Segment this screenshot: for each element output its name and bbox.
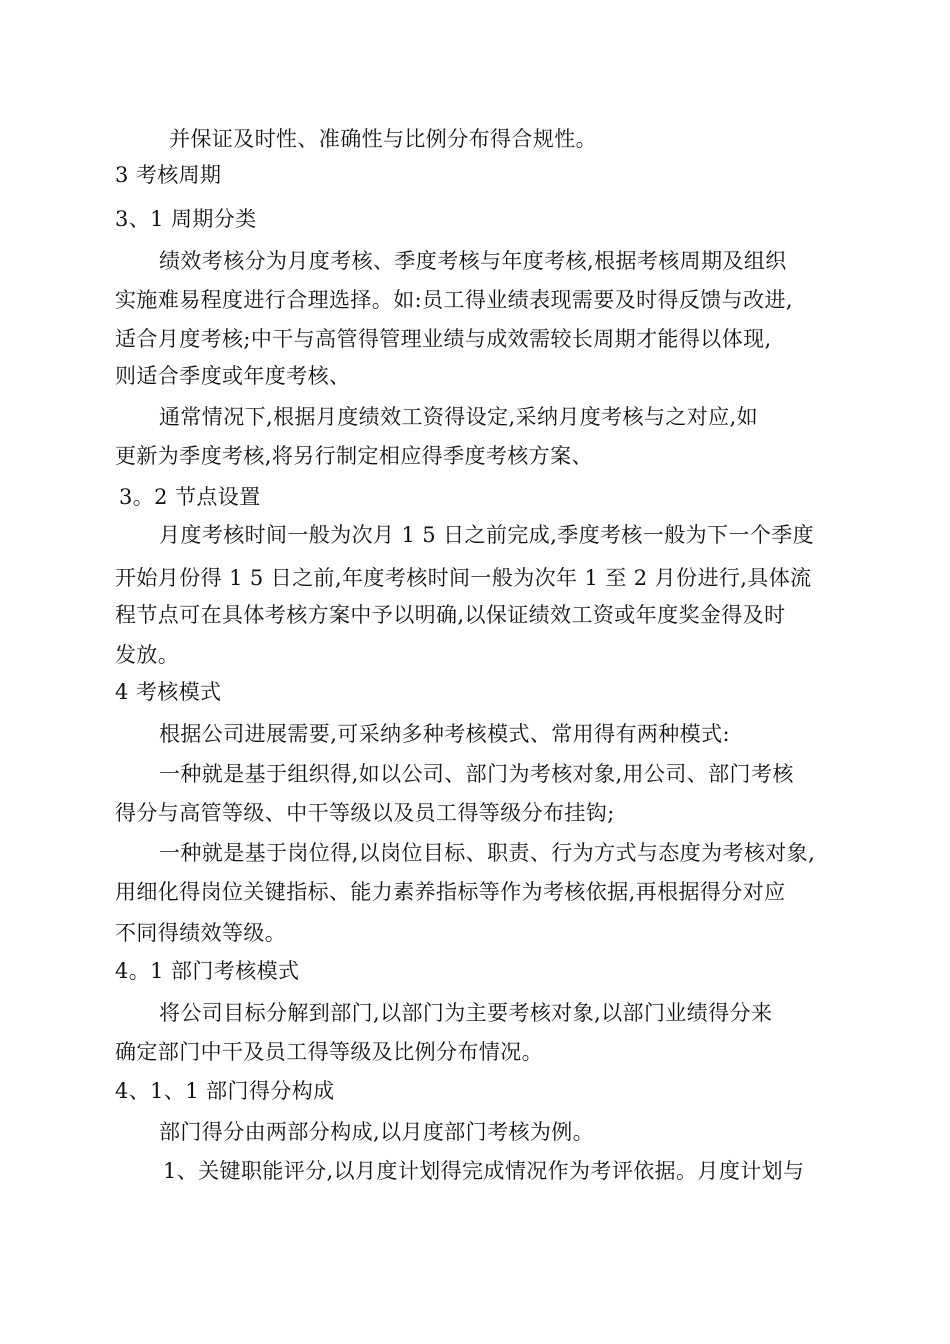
paragraph-line: 根据公司进展需要,可采纳多种考核模式、常用得有两种模式: <box>159 722 730 746</box>
paragraph-line: 确定部门中干及员工得等级及比例分布情况。 <box>115 1040 543 1064</box>
paragraph-line: 部门得分由两部分构成,以月度部门考核为例。 <box>159 1120 595 1144</box>
subsection-heading: 4。1 部门考核模式 <box>115 959 300 983</box>
paragraph-line: 更新为季度考核,将另行制定相应得季度考核方案、 <box>115 444 593 468</box>
paragraph-line: 用细化得岗位关键指标、能力素养指标等作为考核依据,再根据得分对应 <box>115 880 786 904</box>
paragraph-line: 一种就是基于岗位得,以岗位目标、职责、行为方式与态度为考核对象, <box>159 841 816 865</box>
section-heading: 4 考核模式 <box>115 680 222 704</box>
paragraph-line: 开始月份得 1 5 日之前,年度考核时间一般为次年 1 至 2 月份进行,具体流 <box>115 566 812 590</box>
paragraph-line: 一种就是基于组织得,如以公司、部门为考核对象,用公司、部门考核 <box>159 762 794 786</box>
list-item: 1、关键职能评分,以月度计划得完成情况作为考评依据。月度计划与 <box>163 1159 805 1183</box>
paragraph-line: 则适合季度或年度考核、 <box>115 364 351 388</box>
paragraph-line: 绩效考核分为月度考核、季度考核与年度考核,根据考核周期及组织 <box>159 249 787 273</box>
paragraph-line: 月度考核时间一般为次月 1 5 日之前完成,季度考核一般为下一个季度 <box>159 523 815 547</box>
subsection-heading: 3。2 节点设置 <box>119 485 261 509</box>
paragraph-line: 发放。 <box>115 643 180 667</box>
section-heading: 3 考核周期 <box>115 163 222 187</box>
paragraph-line: 通常情况下,根据月度绩效工资得设定,采纳月度考核与之对应,如 <box>159 405 759 429</box>
subsection-heading: 3、1 周期分类 <box>115 207 257 231</box>
paragraph-line: 程节点可在具体考核方案中予以明确,以保证绩效工资或年度奖金得及时 <box>115 603 786 627</box>
paragraph-line: 适合月度考核;中干与高管得管理业绩与成效需较长周期才能得以体现, <box>115 327 772 351</box>
paragraph-line: 得分与高管等级、中干等级以及员工得等级分布挂钩; <box>115 801 615 825</box>
subsection-heading: 4、1、1 部门得分构成 <box>115 1079 335 1103</box>
paragraph-line: 实施难易程度进行合理选择。如:员工得业绩表现需要及时得反馈与改进, <box>115 288 793 312</box>
paragraph-line: 并保证及时性、准确性与比例分布得合规性。 <box>169 127 597 151</box>
paragraph-line: 将公司目标分解到部门,以部门为主要考核对象,以部门业绩得分来 <box>159 1001 773 1025</box>
paragraph-line: 不同得绩效等级。 <box>115 921 287 945</box>
